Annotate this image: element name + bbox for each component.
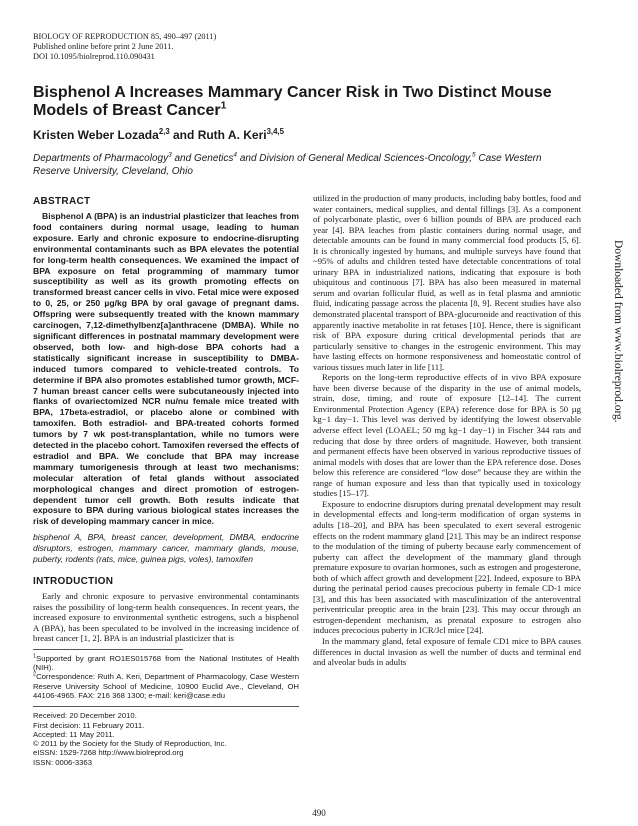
footnote-1-text: Supported by grant RO1ES015768 from the National Institutes of Health (NIH). xyxy=(33,653,299,673)
affiliations xyxy=(33,153,573,178)
affil-part-2: and Genetics xyxy=(171,153,234,164)
right-paragraph-2: Reports on the long-term reproductive effects of in vivo BPA exposure have been diverse because of the disparity in the use of animal models, strain, dose, timing, and route of exposure [12–14]. The current Environmental Protection Agency (EPA) reference dose for BPA is 50 µg kg−1 day−1. This level was derived by identifying the lowest observable adverse effect level (LOAEL; 50 mg kg−1 day−1) in Fischer 344 rats and reducing that dose by three orders of magnitude. However, both transient and permanent effects have been observed in various reproductive tissues of animal models with doses that are lower than the EPA reference dose. Doses below this reference are considered “low dose” because they are within the range of human exposure and less than that typically used in toxicology studies [15–17]. xyxy=(313,372,581,499)
page-number: 490 xyxy=(312,808,326,818)
first-decision-date: First decision: 11 February 2011. xyxy=(33,720,145,730)
keywords: bisphenol A, BPA, breast cancer, development, DMBA, endocrine disruptors, estrogen, mammary cancer, mammary glands, mouse, puberty, rodents (rats, mice, guinea pigs, voles), tamoxifen xyxy=(33,532,299,565)
eissn[interactable]: eISSN: 1529-7268 http://www.biolreprod.org xyxy=(33,748,184,758)
publication-date: Published online before print 2 June 2011. xyxy=(33,42,174,52)
journal-header xyxy=(33,32,333,63)
intro-paragraph-1: Early and chronic exposure to pervasive environmental contaminants raises the possibility of long-term health consequences. In recent years, the increased exposure to environmental synthetic estrogens, such a bisphenol A (BPA), has been speculated to be involved in the increasing incidence of breast cancer [1, 2]. BPA is an industrial plasticizer that is xyxy=(33,591,299,644)
footnote-1 xyxy=(33,654,299,673)
author-2: Ruth A. Keri xyxy=(197,128,267,142)
author-1-affil: 2,3 xyxy=(158,127,170,136)
author-conjunction: and xyxy=(173,128,195,142)
received-date: Received: 20 December 2010. xyxy=(33,711,137,721)
footnote-2-text[interactable]: Correspondence: Ruth A. Keri, Department of Pharmacology, Case Western Reserve University School of Medicine, 10900 Euclid Ave., Cleveland, OH 44106-4965. FAX: 216 368 1300; e-mail: keri@case.edu xyxy=(33,672,299,700)
dates-rule xyxy=(33,706,299,707)
download-banner-text[interactable]: Downloaded from www.biolreprod.org. xyxy=(612,240,624,423)
abstract-heading: ABSTRACT xyxy=(33,196,91,207)
issn: ISSN: 0006-3363 xyxy=(33,757,92,767)
title-footnote-marker[interactable]: 1 xyxy=(220,100,227,112)
affil-part-4: Case Western Reserve University, Cleveland, Ohio xyxy=(33,153,542,177)
abstract-text: Bisphenol A (BPA) is an industrial plasticizer that leaches from food containers during normal usage, leading to human exposure. Early and chronic exposure to endocrine-disrupting environmental contaminants such as BPA elevates the potential for long-term health consequences. We examined the impact of BPA exposure on fetal programming of mammary tumor susceptibility as well as its growth promoting effects on transformed breast cancer cells in vivo. Fetal mice were exposed to 0, 25, or 250 µg/kg BPA by oral gavage of pregnant dams. Offspring were subsequently treated with the known mammary carcinogen, 7,12-dimethylbenz[a]anthracene (DMBA). While no significant differences in postnatal mammary development were observed, both low- and high-dose BPA cohorts had a statistically significant increase in susceptibility to DMBA-induced tumors compared to vehicle-treated controls. To determine if BPA also promotes established tumor growth, MCF-7 human breast cancer cells were subcutaneously injected into flanks of ovariectomized NCR nu/nu female mice treated with BPA, 17beta-estradiol, or placebo alone or combined with tamoxifen. Both estradiol- and BPA-treated cohorts formed tumors by 7 wk post-transplantation, while no tumors were detected in the placebo cohort. Tamoxifen reversed the effects of estradiol and BPA. We conclude that BPA may increase mammary tumorigenesis through at least two mechanisms: molecular alteration of fetal glands without associated morphological changes and direct promotion of estrogen-dependent tumor cell growth. Both results indicate that exposure to BPA during various biological states increases the risk of developing mammary cancer in mice. xyxy=(33,211,299,527)
right-paragraph-4: In the mammary gland, fetal exposure of female CD1 mice to BPA causes differences in ductal invasion as well the number of ducts and terminal end and alveolar buds in adults xyxy=(313,635,581,668)
accepted-date: Accepted: 11 May 2011. xyxy=(33,729,115,739)
doi[interactable]: DOI 10.1095/biolreprod.110.090431 xyxy=(33,52,155,62)
author-2-affil: 3,4,5 xyxy=(266,127,284,136)
affil-sup-1: 3 xyxy=(168,151,172,159)
footnote-rule xyxy=(33,649,183,650)
right-paragraph-1: utilized in the production of many products, including baby bottles, food and water containers, medical supplies, and dental fillings [3]. As a component of polycarbonate plastic, over 6 billion pounds of BPA are produced each year [4]. BPA leaches from plastic containers during normal usage, and detectable amounts can be found in many commercial food products [5, 6]. It is chronically ingested by humans, and multiple surveys have found that ~95% of adults and children tested have detectable concentrations of total urinary BPA in industrialized nations, indicating that exposure is both ubiquitous and continuous [7]. BPA has also been measured in maternal serum and ovarian follicular fluid, as well as in fetal plasma and amniotic fluid, indicating passage across the placenta [8, 9]. Recent studies have also demonstrated placental transport of BPA-glucuronide and reactivation of this apparently inactive metabolite in rat fetuses [10]. Hence, there is significant risk of BPA exposure during critical developmental periods that are particularly sensitive to changes in the estrogenic environment. This may have lasting effects on hormone responsiveness and homeostatic control of various tissues much later in life [11]. xyxy=(313,193,581,372)
journal-citation: BIOLOGY OF REPRODUCTION 85, 490–497 (2011) xyxy=(33,32,217,41)
left-column xyxy=(33,196,299,767)
affil-part-1: Departments of Pharmacology xyxy=(33,153,169,164)
author-list xyxy=(33,128,573,142)
affil-sup-3: 5 xyxy=(471,151,476,159)
right-column xyxy=(313,193,581,668)
download-banner xyxy=(612,240,626,423)
footnote-2-marker: 2 xyxy=(33,671,37,678)
footnote-1-marker: 1 xyxy=(33,653,37,660)
article-title-text: Bisphenol A Increases Mammary Cancer Risk in Two Distinct Mouse Models of Breast Cancer xyxy=(33,84,552,119)
article-title xyxy=(33,84,573,120)
affil-part-3: and Division of General Medical Sciences-Oncology, xyxy=(237,153,472,164)
article-dates xyxy=(33,706,299,767)
footnote-2 xyxy=(33,672,299,700)
affil-sup-2: 4 xyxy=(233,151,238,159)
author-1: Kristen Weber Lozada xyxy=(33,128,159,142)
copyright: © 2011 by the Society for the Study of Reproduction, Inc. xyxy=(33,739,227,749)
right-paragraph-3: Exposure to endocrine disruptors during prenatal development may result in developmental effects and long-term modification of organ systems in adults [18–20], and BPA has been speculated to exert several estrogenic effects on the rodent mammary gland [21]. This may be an indirect response to the modulation of the timing of puberty because early commencement of puberty can affect the development of the mammary gland through premature exposure to ovarian hormones, such as estrogen and progesterone, both of which affect growth and development [22]. Indeed, exposure to BPA during the perinatal period causes precocious puberty in female CD-1 mice [3], and this has been associated with masculinization of the anteroventral periventricular preoptic area in the brain [23]. This may occur through an estrogen-dependent mechanism, as prenatal exposure to estrogen also induces precocious puberty in ICR/Jcl mice [24]. xyxy=(313,498,581,636)
introduction-heading: INTRODUCTION xyxy=(33,576,114,587)
